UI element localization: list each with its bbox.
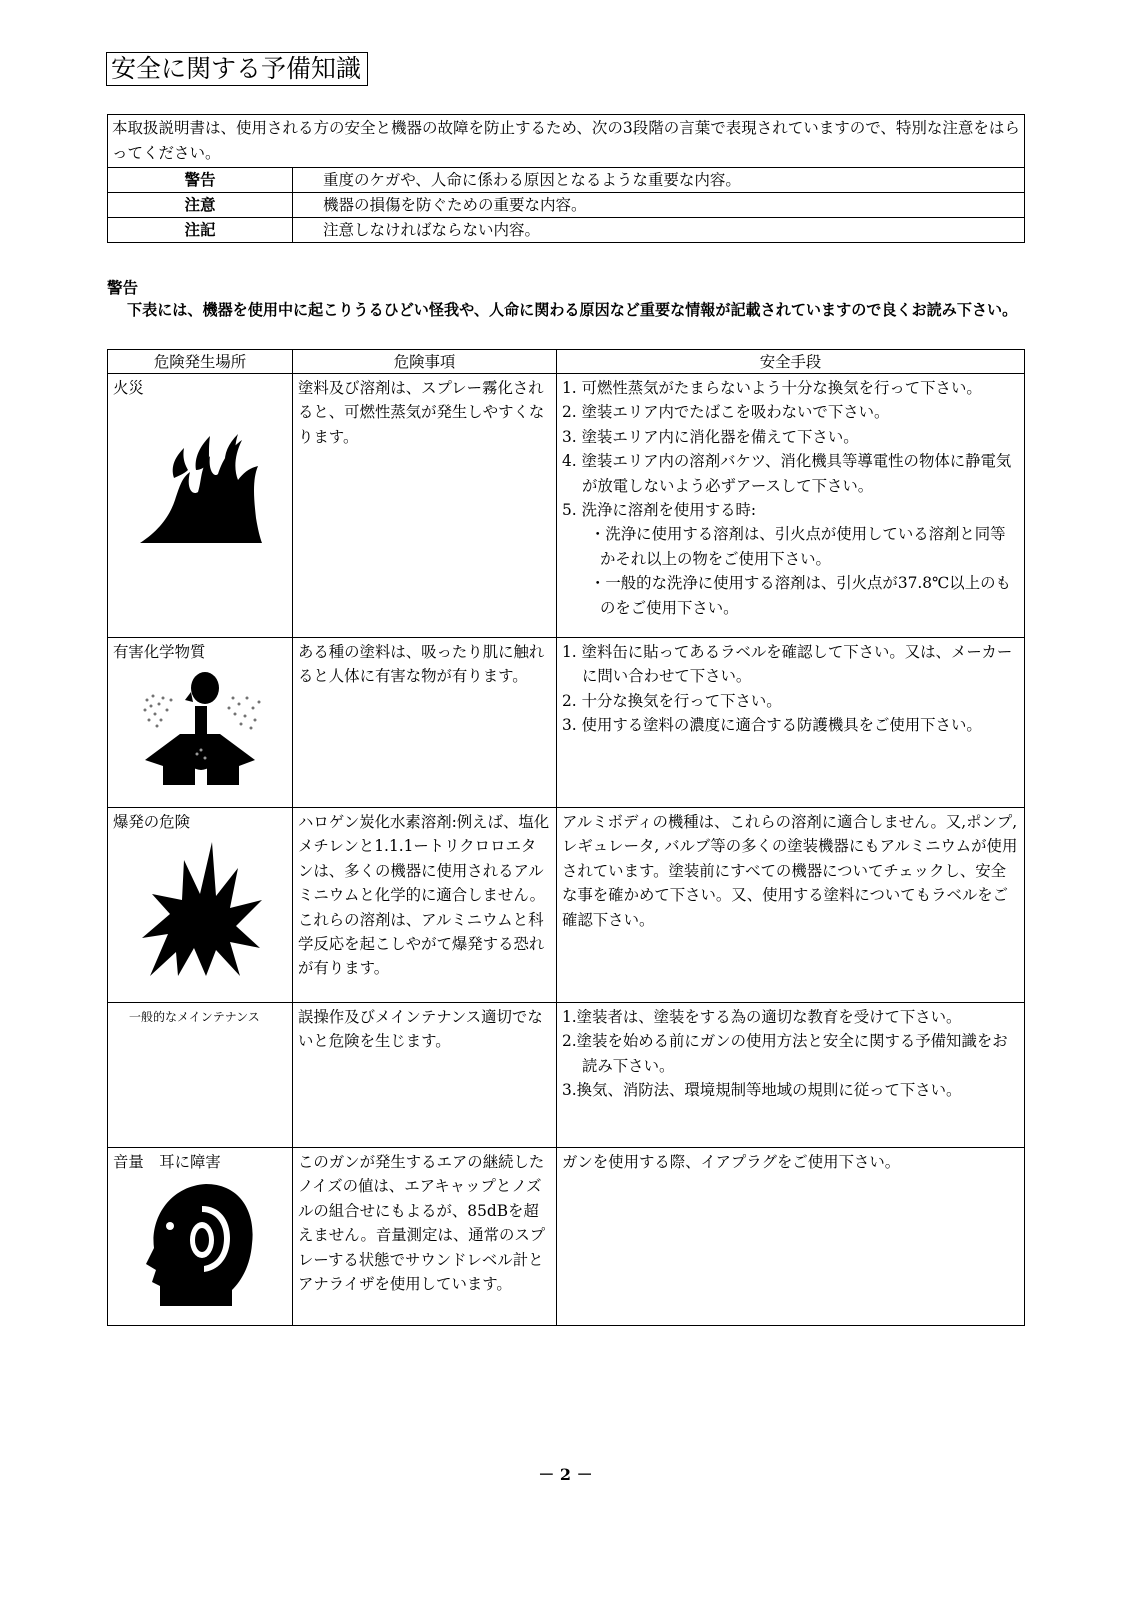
measures-cell: アルミボディの機種は、これらの溶剤に適合しません。又,ポンプ, レギュレータ, バルブ等の多くの塗装機器にもアルミニウムが使用されています。塗装前にすべての機器についてチェックし、安全な事を確かめて下さい。又、使用する塗料についてもラベルをご確認下さい。 xyxy=(557,808,1025,1003)
table-row xyxy=(108,1148,1025,1326)
measure-item: 2. 十分な換気を行って下さい。 xyxy=(562,691,782,710)
measure-item: 1.塗装者は、塗装をする為の適切な教育を受けて下さい。 xyxy=(562,1008,962,1026)
page-number: － 2 － xyxy=(538,1465,593,1484)
location-cell xyxy=(108,1003,293,1148)
measure-item: 4. 塗装エリア内の溶剤バケツ、消化機具等導電性の物体に静電気が放電しないよう必ずアースして下さい。 xyxy=(562,452,1012,495)
toxic-inhalation-icon xyxy=(113,670,287,792)
warning-intro-text: 下表には、機器を使用中に起こりうるひどい怪我や、人命に関わる原因など重要な情報が記載されていますので良くお読み下さい。 xyxy=(127,301,1018,319)
explosion-icon xyxy=(113,838,287,985)
location-label: 音量 耳に障害 xyxy=(113,1153,221,1171)
measures-cell xyxy=(557,374,1025,638)
table-row xyxy=(108,638,1025,808)
level-name-caution: 注意 xyxy=(108,193,293,218)
measure-item: 3.換気、消防法、環境規制等地域の規則に従って下さい。 xyxy=(562,1081,962,1100)
table-row xyxy=(108,1003,1025,1148)
level-desc-warning: 重度のケガや、人命に係わる原因となるような重要な内容。 xyxy=(293,168,1025,193)
measures-cell: ガンを使用する際、イアプラグをご使用下さい。 xyxy=(557,1148,1025,1326)
measure-item: 3. 塗装エリア内に消化器を備えて下さい。 xyxy=(562,427,859,446)
sub-measure-item: ・一般的な洗浄に使用する溶剤は、引火点が37.8℃以上のものをご使用下さい。 xyxy=(590,574,1011,617)
location-cell xyxy=(108,638,293,808)
hazard-table xyxy=(107,349,1025,1326)
level-desc-caution: 機器の損傷を防ぐための重要な内容。 xyxy=(293,193,1025,218)
hazard-cell: ハロゲン炭化水素溶剤:例えば、塩化メチレンと1.1.1ートリクロロエタンは、多くの機器に使用されるアルミニウムと化学的に適合しません。これらの溶剤は、アルミニウムと科学反応を起こしやがて爆発する恐れが有ります。 xyxy=(293,808,557,1003)
hazard-cell: 塗料及び溶剤は、スプレー霧化されると、可燃性蒸気が発生しやすくなります。 xyxy=(293,374,557,638)
header-location: 危険発生場所 xyxy=(108,350,293,374)
location-cell xyxy=(108,1148,293,1326)
header-hazard: 危険事項 xyxy=(293,350,557,374)
hazard-table-header xyxy=(108,350,1025,374)
location-cell xyxy=(108,808,293,1003)
table-row xyxy=(108,374,1025,638)
measure-item: 1. 塗料缶に貼ってあるラベルを確認して下さい。又は、メーカーに問い合わせて下さい。 xyxy=(562,643,1013,686)
hazard-cell: このガンが発生するエアの継続したノイズの値は、エアキャップとノズルの組合せにもよるが、85dBを超えません。音量測定は、通常のスプレーする状態でサウンドレベル計とアナライザを使用しています。 xyxy=(293,1148,557,1326)
measure-item: 2. 塗装エリア内でたばこを吸わないで下さい。 xyxy=(562,403,890,422)
level-name-note: 注記 xyxy=(108,218,293,243)
location-cell xyxy=(108,374,293,638)
hazard-cell: 誤操作及びメインテナンス適切でないと危険を生じます。 xyxy=(293,1003,557,1148)
location-label: 有害化学物質 xyxy=(113,643,206,661)
location-label: 火災 xyxy=(113,379,144,397)
fire-icon xyxy=(113,430,287,552)
page-title: 安全に関する予備知識 xyxy=(106,52,368,86)
measures-cell xyxy=(557,638,1025,808)
measure-item xyxy=(562,498,1019,620)
hazard-cell: ある種の塗料は、吸ったり肌に触れると人体に有害な物が有ります。 xyxy=(293,638,557,808)
level-desc-note: 注意しなければならない内容。 xyxy=(293,218,1025,243)
measure-item-label: 5. 洗浄に溶剤を使用する時: xyxy=(562,501,757,520)
location-label: 一般的なメインテナンス xyxy=(129,1010,260,1024)
sub-measure-item: ・洗浄に使用する溶剤は、引火点が使用している溶剤と同等かそれ以上の物をご使用下さい。 xyxy=(590,525,1006,568)
hearing-protection-icon xyxy=(113,1178,287,1315)
measure-item: 1. 可燃性蒸気がたまらないよう十分な換気を行って下さい。 xyxy=(562,379,982,397)
measures-cell xyxy=(557,1003,1025,1148)
location-label: 爆発の危険 xyxy=(113,813,190,831)
measure-item: 3. 使用する塗料の濃度に適合する防護機具をご使用下さい。 xyxy=(562,716,982,735)
table-row xyxy=(108,808,1025,1003)
level-name-warning: 警告 xyxy=(108,168,293,193)
header-measures: 安全手段 xyxy=(557,350,1025,374)
intro-text: 本取扱説明書は、使用される方の安全と機器の故障を防止するため、次の3段階の言葉で表現されていますので、特別な注意をはらってください。 xyxy=(108,115,1025,168)
warning-heading: 警告 xyxy=(107,279,139,297)
measure-item: 2.塗装を始める前にガンの使用方法と安全に関する予備知識をお読み下さい。 xyxy=(562,1032,1008,1075)
intro-table xyxy=(107,114,1025,243)
